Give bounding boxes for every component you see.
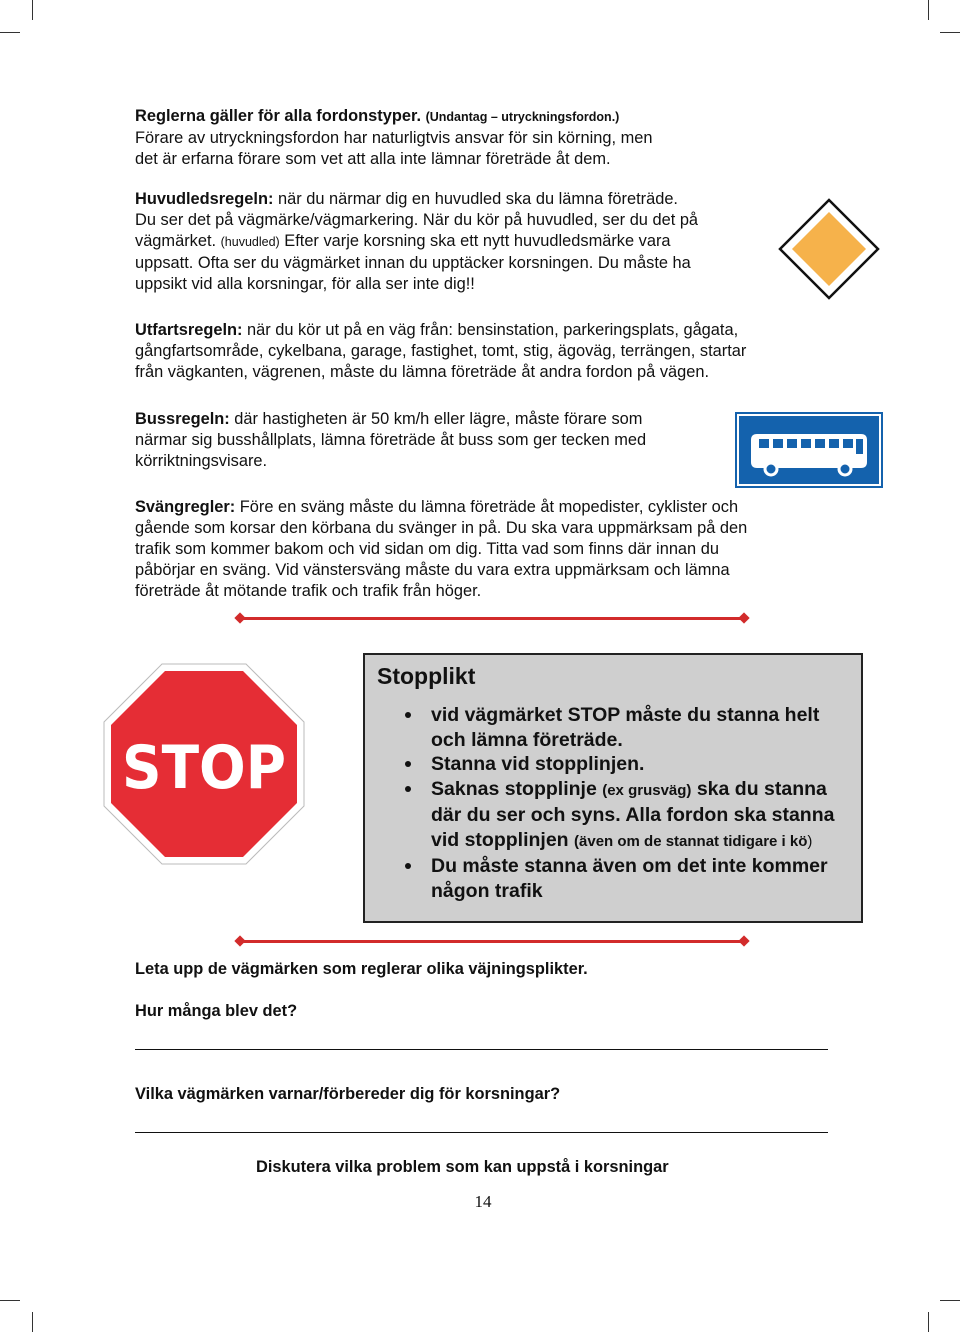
paragraph-line: gångfartsområde, cykelbana, garage, fastighet, tomt, stig, ägoväg, terrängen, startar [135,342,747,360]
list-item: Stanna vid stopplinjen. [405,752,855,777]
exception-note: (Undantag – utryckningsfordon.) [425,110,620,124]
page-number: 14 [474,1192,492,1211]
paragraph-main-road: Huvudledsregeln: när du närmar dig en huvudled ska du lämna företräde. Du ser det på vägmärke/vägmarkering. När du kör på huvudled, ser du det på vägmärket. (huvudled) Efter varje korsning ska ett nytt huvudledsmärke vara uppsatt. Ofta ser du vägmärket innan du upptäcker korsningen. Du måste ha uppsikt vid alla korsningar, för alla ser inte dig!! [135,190,699,293]
paragraph-line: Du ser det på vägmärke/vägmarkering. När du kör på huvudled, ser du det på [135,211,699,229]
crop-mark [928,1312,929,1332]
bullet-icon [405,761,411,767]
question-3: Vilka vägmärken varnar/förbereder dig för korsningar? [135,1085,561,1103]
paragraph-line: gående som korsar den körbana du svänger in på. Du ska vara uppmärksam på den [135,519,748,537]
question-1: Leta upp de vägmärken som reglerar olika väjningsplikter. [135,960,588,978]
exit-label: Utfartsregeln: [135,321,243,339]
stopplikt-box [363,653,863,923]
priority-road-sign-icon [778,198,880,300]
list-item: Du måste stanna även om det inte kommer någon trafik [405,854,855,903]
answer-line [135,1049,828,1050]
paragraph-line: påbörjar en sväng. Vid vänstersväng måste du vara extra uppmärksam och lämna [135,561,730,579]
list-item: vid vägmärket STOP måste du stanna helt och lämna företräde. [405,703,855,752]
paragraph-line: det är erfarna förare som vet att alla inte lämnar företräde åt dem. [135,150,611,168]
paragraph-all-vehicles [135,106,652,170]
bullet-icon [405,712,411,718]
crop-mark [940,32,960,33]
paragraph-line: uppsatt. Ofta ser du vägmärket innan du upptäcker korsningen. Du måste ha [135,254,691,272]
paragraph-line: närmar sig busshållplats, lämna företräde åt buss som ger tecken med [135,431,647,449]
bus-stop-sign-icon [735,412,883,488]
section-separator [240,617,744,620]
paragraph-exit: Utfartsregeln: när du kör ut på en väg från: bensinstation, parkeringsplats, gågata, gångfartsområde, cykelbana, garage, fastighet, tomt, stig, ägoväg, terrängen, startar från vägkanten, vägrenen, måste du lämna företräde åt andra fordon på vägen. [135,321,747,381]
paragraph-line: Förare av utryckningsfordon har naturligtvis ansvar för sin körning, men [135,129,653,147]
question-2: Hur många blev det? [135,1002,298,1020]
paragraph-turn: Svängregler: Före en sväng måste du lämna företräde åt mopedister, cyklister och gående som korsar den körbana du svänger in på. Du ska vara uppmärksam på den trafik som kommer bakom och vid sidan om dig. Titta vad som finns där innan du påbörjar en sväng. Vid vänstersväng måste du vara extra uppmärksam och lämna företräde åt mötande trafik och trafik från höger. [135,498,748,600]
discussion-prompt: Diskutera vilka problem som kan uppstå i korsningar [256,1158,669,1176]
stop-sign-text: STOP [122,733,286,803]
crop-mark [32,1312,33,1332]
bullet-icon [405,863,411,869]
crop-mark [940,1300,960,1301]
bullet-icon [405,786,411,792]
section-separator [240,940,744,943]
crop-mark [0,1300,20,1301]
paragraph-line: trafik som kommer bakom och vid sidan om dig. Titta vad som finns där innan du [135,540,719,558]
main-road-label: Huvudledsregeln: [135,190,274,208]
answer-line [135,1132,828,1133]
paragraph-line: uppsikt vid alla korsningar, för alla ser inte dig!! [135,275,475,293]
stop-sign-icon [102,662,306,866]
stopplikt-title: Stopplikt [377,663,476,689]
crop-mark [928,0,929,20]
bus-label: Bussregeln: [135,410,230,428]
paragraph-line: körriktningsvisare. [135,452,268,470]
all-vehicles-heading: Reglerna gäller för alla fordonstyper. [135,107,422,125]
stopplikt-list [405,703,855,903]
list-item: Saknas stopplinje (ex grusväg) ska du stanna där du ser och syns. Alla fordon ska stanna vid stopplinjen (även om de stannat tidigare i kö) [405,777,855,855]
paragraph-line: företräde åt mötande trafik och trafik från höger. [135,582,482,600]
crop-mark [0,32,20,33]
paragraph-line: från vägkanten, vägrenen, måste du lämna företräde åt andra fordon på vägen. [135,363,710,381]
paragraph-bus: Bussregeln: där hastigheten är 50 km/h eller lägre, måste förare som närmar sig busshållplats, lämna företräde åt buss som ger tecken med körriktningsvisare. [135,410,647,470]
turn-label: Svängregler: [135,498,236,516]
crop-mark [32,0,33,20]
